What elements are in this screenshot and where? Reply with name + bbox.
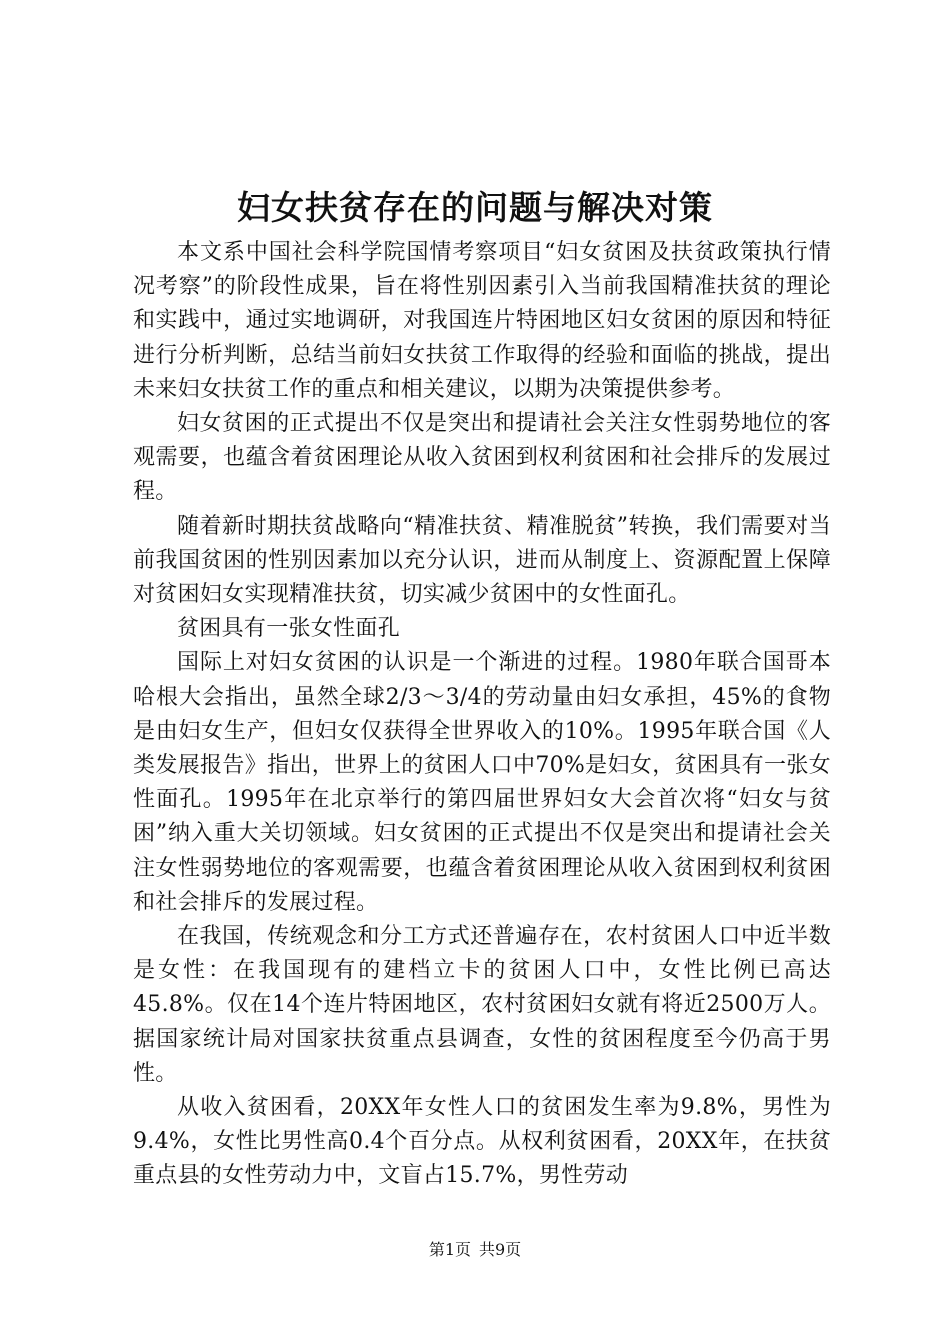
page-number: 第1页: [428, 1240, 471, 1259]
paragraph: 国际上对妇女贫困的认识是一个渐进的过程。1980年联合国哥本哈根大会指出，虽然全球2/3～3/4的劳动量由妇女承担，45%的食物是由妇女生产，但妇女仅获得全世界收入的10%。1995年联合国《人类发展报告》指出，世界上的贫困人口中70%是妇女，贫困具有一张女性面孔。1995年在北京举行的第四届世界妇女大会首次将“妇女与贫困”纳入重大关切领域。妇女贫困的正式提出不仅是突出和提请社会关注女性弱势地位的客观需要，也蕴含着贫困理论从收入贫困到权利贫困和社会排斥的发展过程。: [133, 650, 831, 915]
paragraph: 在我国，传统观念和分工方式还普遍存在，农村贫困人口中近半数是女性：在我国现有的建档立卡的贫困人口中，女性比例已高达45.8%。仅在14个连片特困地区，农村贫困妇女就有将近2500万人。据国家统计局对国家扶贫重点县调查，女性的贫困程度至今仍高于男性。: [133, 924, 831, 1086]
paragraph: 妇女贫困的正式提出不仅是突出和提请社会关注女性弱势地位的客观需要，也蕴含着贫困理论从收入贫困到权利贫困和社会排斥的发展过程。: [133, 411, 831, 505]
paragraph: 随着新时期扶贫战略向“精准扶贫、精准脱贫”转换，我们需要对当前我国贫困的性别因素加以充分认识，进而从制度上、资源配置上保障对贫困妇女实现精准扶贫，切实减少贫困中的女性面孔。: [133, 513, 831, 608]
page-total: 共9页: [479, 1240, 522, 1259]
document-title: 妇女扶贫存在的问题与解决对策: [237, 188, 713, 227]
paragraph: 从收入贫困看，20XX年女性人口的贫困发生率为9.8%，男性为9.4%，女性比男性高0.4个百分点。从权利贫困看，20XX年，在扶贫重点县的女性劳动力中，文盲占15.7%，男性劳动: [133, 1095, 831, 1189]
document-body: [133, 236, 831, 1194]
page-footer: [0, 1240, 950, 1260]
section-heading: 贫困具有一张女性面孔: [177, 616, 401, 642]
paragraph: 本文系中国社会科学院国情考察项目“妇女贫困及扶贫政策执行情况考察”的阶段性成果，旨在将性别因素引入当前我国精准扶贫的理论和实践中，通过实地调研，对我国连片特困地区妇女贫困的原因和特征进行分析判断，总结当前妇女扶贫工作取得的经验和面临的挑战，提出未来妇女扶贫工作的重点和相关建议，以期为决策提供参考。: [133, 240, 831, 402]
